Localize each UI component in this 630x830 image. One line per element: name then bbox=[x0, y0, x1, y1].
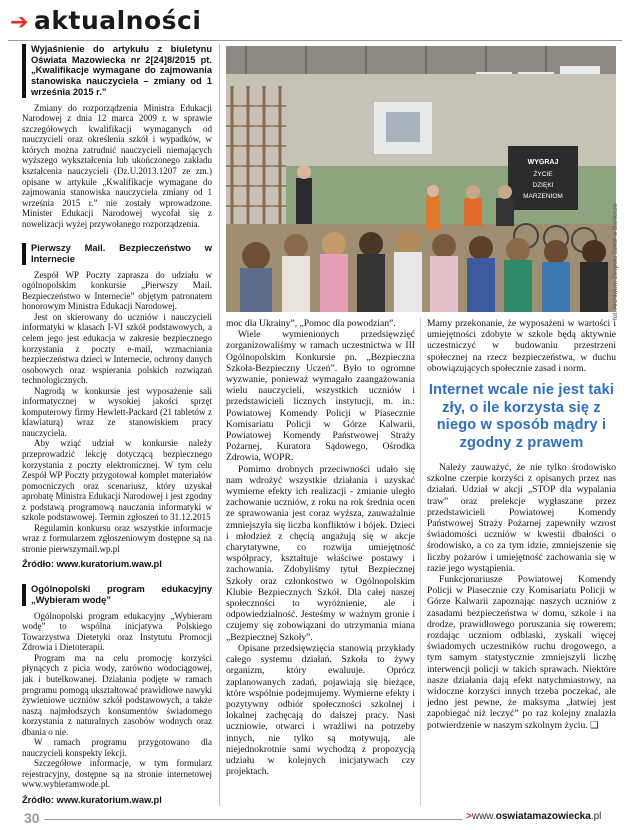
page-number: 30 bbox=[24, 810, 40, 826]
footer-url[interactable]: >www.oswiatamazowiecka.pl bbox=[466, 811, 602, 822]
column-divider bbox=[219, 44, 220, 806]
event-photo bbox=[226, 46, 616, 312]
paragraph-text: Funkcjonariusze Powiatowej Komendy Policji w Piasecznie czy Komisariatu Policji w Górze Kalwarii zapoznając naszych uczniów z zasadami bezpieczeństwa w domu, szkole i na drodze, prawidłowego poruszania się rowerem; rozdając uczniom odblaski, zyskali więcej świadomych uczestników ruchu drogowego, a tym samym statystycznie zmniejszyli liczbę interwencji policji w takich sprawach. Niektóre nasze działania dają efekt natychmiastowy, na widoczne korzyści innych trzeba poczekać, ale jedno jest pewne, że maksyma „łatwiej jest zapobiegać niż leczyć” po raz kolejny znalazła potwierdzenie w naszym szkolnym życiu. bbox=[427, 574, 616, 731]
article-source: Źródło: www.kuratorium.waw.pl bbox=[22, 559, 162, 570]
left-column bbox=[22, 44, 212, 809]
article-title: Ogólnopolski program edukacyjny „Wybieram wodę” bbox=[22, 584, 212, 605]
article-paragraph bbox=[427, 574, 616, 731]
article-title: Pierwszy Mail. Bezpieczeństwo w Internecie bbox=[22, 243, 212, 264]
article-paragraph: Aby wziąć udział w konkursie należy przeprowadzić lekcję dotyczącą bezpiecznego korzystania z poczty elektronicznej. W tym celu Zespół WP Poczty przygotował komplet materiałów pomocniczych oraz scenariusz, który uzyskał aprobatę Ministra Edukacji Narodowej i jest zgodny z podstawą programową nauczania informatyki w szkole podstawowej. Termin zgłoszeń to 31.12.2015 bbox=[22, 438, 212, 523]
article-paragraph: Zmiany do rozporządzenia Ministra Edukacji Narodowej z dnia 12 marca 2009 r. w sprawie szczegółowych kwalifikacji wymaganych od nauczycieli oraz określenia szkół i wypadków, w których można zatrudnić nauczycieli niemających wyższego wykształcenia lub ukończonego zakładu kształcenia nauczycieli (Dz.U.2013.1207 ze zm.) opisane w artykule „Kwalifikacje wymagane do zajmowania stanowiska nauczyciela zmiany od 1 września 2015 r.” nie zostały wprowadzone. Minister Edukacji Narodowej wycofał się z nowelizacji wyżej przywołanego rozporządzenia. bbox=[22, 102, 212, 229]
photo-credit: fot. Archiwum Zespołu Szkół w Baniosze bbox=[612, 203, 619, 320]
article-paragraph: Jest on skierowany do uczniów i nauczycieli informatyki w klasach I-VI szkół podstawowych, a celem jego jest edukacja w zakresie bezpiecznego korzystania z poczty e-mail, wzmacniania bezpieczeństwa dzieci w Internecie, ochrony danych osobowych oraz wspierania polskich rozwiązań technologicznych. bbox=[22, 311, 212, 386]
article-paragraph: Ogólnopolski program edukacyjny „Wybieram wodę” to wspólna inicjatywa Polskiego Towarzystwa Dietetyki oraz Instytutu Promocji Zdrowia i Dietoterapii. bbox=[22, 610, 212, 653]
article-paragraph: Wiele wymienionych przedsięwzięć zorganizowaliśmy w ramach uczestnictwa w III Ogólnopolskim Konkursie pn. „Bezpieczna Szkoła-Bezpieczny Uczeń”. Było to ogromne wyzwanie, ponieważ wymagało zaangażowania wielu nauczycieli, wszystkich uczniów i przedstawicieli licznych instytucji, m. in.: Powiatowej Komendy Policji w Piasecznie Komisariatu Policji w Górze Kalwarii, Powiatowej Komendy Państwowej Straży Pożarnej, Kuratora Sądowego, Ośrodka Zdrowia, WOPR. bbox=[226, 329, 415, 464]
article-paragraph: Regulamin konkursu oraz wszystkie informacje wraz z formularzem zgłoszeniowym dostępne są na stronie pierwszymail.wp.pl bbox=[22, 522, 212, 554]
header-rule bbox=[8, 40, 622, 41]
section-title: aktualności bbox=[34, 6, 202, 35]
article-paragraph: Pomimo drobnych przeciwności udało się nam wdrożyć wszystkie działania i uzyskać wymierne efekty ich realizacji - zmianie uległo zachowanie uczniów, z roku na rok średnia ocen ze sprawowania jest coraz wyższa, zauważalnie zmniejszyła się liczba konfliktów i bójek. Dzieci i młodzież z chęcią angażują się w akcje charytatywne, co rozwija umiejętność współpracy, kształtuje właściwe postawy i zachowania. Zdobyliśmy tytuł Bezpiecznej Szkoły oraz członkostwo w Ogólnopolskim Klubie Bezpiecznych Szkół. Dla całej naszej społeczności to wyróżnienie, ale i odpowiedzialność. Jesteśmy w ważnym gronie i czujemy się zobowiązani do utrzymania miana „Bezpiecznej Szkoły”. bbox=[226, 463, 415, 643]
article-title: Wyjaśnienie do artykułu z biuletynu Oświata Mazowiecka nr 2[24]8/2015 pt. „Kwalifikacje wymagane do zajmowania stanowiska nauczyciela – zmiany od 1 września 2015 r.” bbox=[22, 44, 212, 98]
svg-text:MARZENIOM: MARZENIOM bbox=[523, 193, 563, 200]
column-divider bbox=[420, 318, 421, 806]
article-paragraph: Szczegółowe informacje, w tym formularz rejestracyjny, dostępne są na stronie internetowej www.wybieramwode.pl. bbox=[22, 758, 212, 790]
middle-column bbox=[226, 318, 415, 808]
article-paragraph: moc dla Ukrainy”, „Pomoc dla powodzian”. bbox=[226, 318, 396, 329]
article-first-mail bbox=[22, 243, 212, 570]
svg-text:ŻYCIE: ŻYCIE bbox=[533, 171, 553, 178]
arrow-icon: ➔ bbox=[10, 10, 29, 35]
page-footer bbox=[0, 808, 630, 830]
article-paragraph: Mamy przekonanie, że wyposażeni w wartości i umiejętności zdobyte w szkole będą aktywnie uczestniczyć w budowaniu przestrzeni społecznej na rzecz bezpieczeństwa, w duchu obowiązujących społecznie zasad i norm. bbox=[427, 318, 616, 374]
svg-text:DZIĘKI: DZIĘKI bbox=[532, 182, 554, 189]
end-mark: ❑ bbox=[590, 719, 599, 731]
pull-quote: Internet wcale nie jest taki zły, o ile korzysta się z niego w sposób mądry i zgodny z prawem bbox=[428, 382, 615, 451]
article-paragraph: W ramach programu przygotowano dla nauczycieli konspekty lekcji. bbox=[22, 737, 212, 758]
chevron-right-icon: > bbox=[466, 811, 472, 822]
banner-text: WYGRAJ bbox=[527, 159, 559, 166]
footer-rule bbox=[44, 819, 462, 820]
article-choose-water bbox=[22, 584, 212, 806]
article-qualifications bbox=[22, 44, 212, 229]
right-column bbox=[427, 318, 616, 808]
article-paragraph: Zespół WP Poczty zaprasza do udziału w ogólnopolskim konkursie „Pierwszy Mail. Bezpieczeństwo w Internecie” objętym patronatem honorowym Ministra Edukacji Narodowej. bbox=[22, 269, 212, 312]
article-paragraph: Program ma na celu promocję korzyści płynących z picia wody, zarówno wodociągowej, jak i butelkowanej. Działania podjęte w ramach programu pomogą ukształtować prawidłowe nawyki żywieniowe uczniów szkół podstawowych, a także naszą najmłodszych konsumentów świadomego korzystania z naturalnych zasobów wodnych oraz dbania o nie. bbox=[22, 652, 212, 737]
article-paragraph: Nagrodą w konkursie jest wyposażenie sali informatycznej w wysokiej jakości sprzęt komputerowy firmy Hewlett-Packard (21 tabletów z klawiaturą) wraz ze stanowiskiem pracy nauczyciela. bbox=[22, 385, 212, 438]
article-paragraph: Opisane przedsięwzięcia stanowią przykłady całego systemu działań. Szkoła to żywy organizm, który ewaluuje. Oprócz zaplanowanych zadań, pojawiają się bieżące, które wspólnie podejmujemy. Wymierne efekty i pozytywny odbiór społeczności szkolnej i lokalnej zachęcają do dalszej pracy. Nasi uczniowie, otwarci i wrażliwi na potrzeby innych, nie tylko są motywują, ale niejednokrotnie sami wychodzą z propozycją udziału w kolejnych inicjatywach czy projektach. bbox=[226, 642, 415, 778]
article-paragraph: Należy zauważyć, że nie tylko środowisko szkolne czerpie korzyści z opisanych przez nas działań. Udział w akcji „STOP dla wypalania traw” oraz prelekcje wygłaszane przez przedstawicieli Powiatowej Komendy Państwowej Straży Pożarnej zapewniły wzrost świadomości uczniów w kwestii dbałości o środowisko, a co za tym idzie, zmniejszenie się liczby pożarów i umiejętność zachowania się w razie jego wystąpienia. bbox=[427, 462, 616, 574]
article-source: Źródło: www.kuratorium.waw.pl bbox=[22, 794, 162, 805]
section-header bbox=[8, 6, 622, 42]
